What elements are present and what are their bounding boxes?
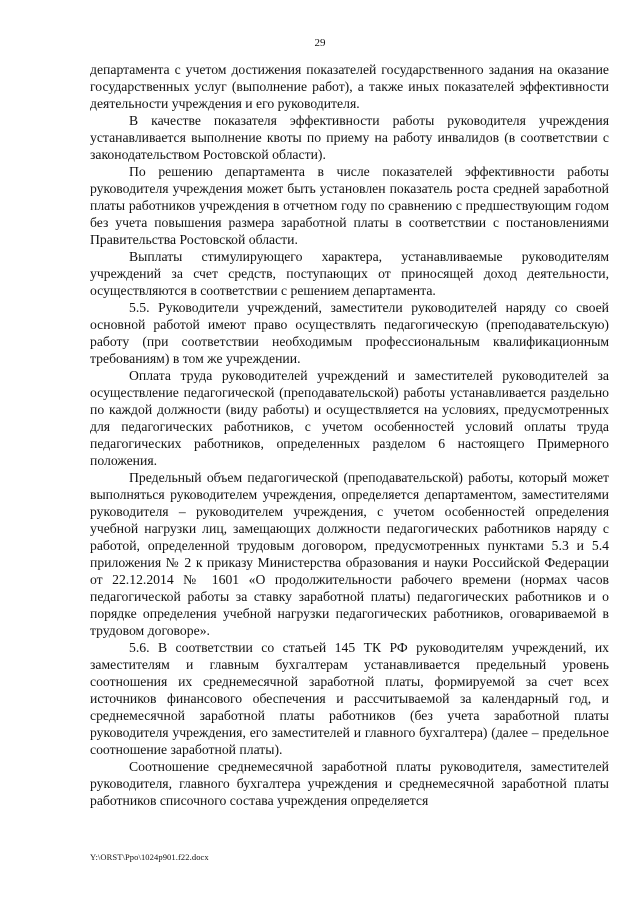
paragraph: Оплата труда руководителей учреждений и заместителей руководителей за осуществление педагогической (преподавательской) работы устанавливается раздельно по каждой должности (виду работы) и осуществляется на условиях, предусмотренных для педагогических работников, с учетом особенностей условий оплаты труда педагогических работников, определенных разделом 6 настоящего Примерного положения.: [90, 368, 609, 468]
document-body: [90, 61, 609, 809]
paragraph: 5.5. Руководители учреждений, заместители руководителей наряду со своей основной работой имеют право осуществлять педагогическую (преподавательскую) работу (при соответствии необходимым профессиональным квалификационным требованиям) в том же учреждении.: [90, 300, 609, 366]
paragraph: 5.6. В соответствии со статьей 145 ТК РФ руководителям учреждений, их заместителям и главным бухгалтерам устанавливается предельный уровень соотношения их среднемесячной заработной платы, формируемой за счет всех источников финансового обеспечения и рассчитываемой за календарный год, и среднемесячной заработной платы работников (без учета заработной платы руководителя учреждения, его заместителей и главного бухгалтера) (далее – предельное соотношение заработной платы).: [90, 640, 609, 757]
paragraph: департамента с учетом достижения показателей государственного задания на оказание государственных услуг (выполнение работ), а также иных показателей эффективности деятельности учреждения и его руководителя.: [90, 62, 609, 111]
paragraph: Выплаты стимулирующего характера, устанавливаемые руководителям учреждений за счет средств, поступающих от приносящей доход деятельности, осуществляются в соответствии с решением департамента.: [90, 249, 609, 298]
file-path-footer: Y:\ORST\Ppo\1024p901.f22.docx: [90, 852, 209, 862]
page-number: 29: [314, 37, 326, 49]
paragraph: По решению департамента в числе показателей эффективности работы руководителя учреждения может быть установлен показатель роста средней заработной платы работников учреждения в отчетном году по сравнению с предшествующим годом без учета повышения размера заработной платы в соответствии с постановлениями Правительства Ростовской области.: [90, 164, 609, 247]
paragraph: Предельный объем педагогической (преподавательской) работы, который может выполняться руководителем учреждения, определяется департаментом, заместителями руководителя – руководителем учреждения, с учетом особенностей определения учебной нагрузки лиц, замещающих должности педагогических работников наряду с работой, определенной трудовым договором, предусмотренных пунктами 5.3 и 5.4 приложения № 2 к приказу Министерства образования и науки Российской Федерации от 22.12.2014 № 1601 «О продолжительности рабочего времени (нормах часов педагогической работы за ставку заработной платы) педагогических работников и о порядке определения учебной нагрузки педагогических работников, оговариваемой в трудовом договоре».: [90, 470, 609, 638]
paragraph: В качестве показателя эффективности работы руководителя учреждения устанавливается выполнение квоты по приему на работу инвалидов (в соответствии с законодательством Ростовской области).: [90, 113, 609, 162]
paragraph: Соотношение среднемесячной заработной платы руководителя, заместителей руководителя, главного бухгалтера учреждения и среднемесячной заработной платы работников списочного состава учреждения определяется: [90, 759, 609, 808]
